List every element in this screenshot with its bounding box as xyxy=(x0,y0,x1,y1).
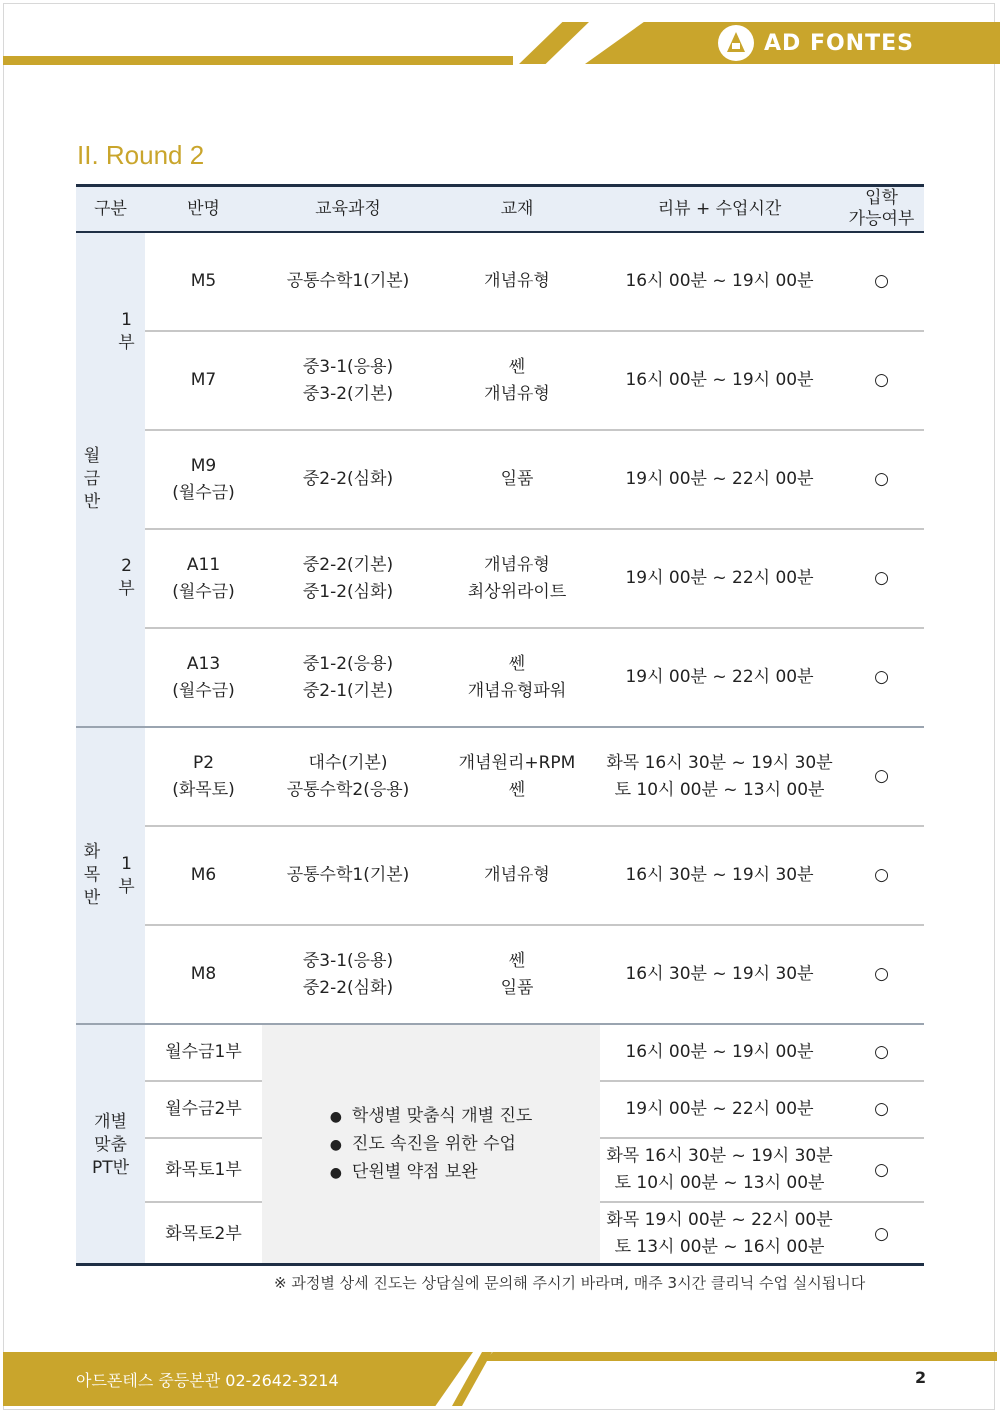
textbook: 쎈 일품 xyxy=(434,925,600,1024)
table-bottom-rule xyxy=(76,1263,924,1266)
pt-class-time: 화목 16시 30분 ~ 19시 30분 토 10시 00분 ~ 13시 00분 xyxy=(600,1138,839,1202)
table-row xyxy=(76,826,924,925)
course: 공통수학1(기본) xyxy=(262,232,434,331)
header-category: 구분 xyxy=(76,186,145,233)
pt-bullet: ● 학생별 맞춤식 개별 진도 xyxy=(330,1103,533,1131)
class-time: 19시 00분 ~ 22시 00분 xyxy=(600,628,839,727)
table-row xyxy=(76,430,924,529)
course: 중1-2(응용) 중2-1(기본) xyxy=(262,628,434,727)
course: 중2-2(기본) 중1-2(심화) xyxy=(262,529,434,628)
textbook: 개념유형 xyxy=(434,232,600,331)
footer-contact: 아드폰테스 중등본관 02-2642-3214 xyxy=(76,1371,339,1390)
part-2: 2 부 xyxy=(108,430,145,727)
header-admission-line2: 가능여부 xyxy=(848,209,915,229)
pt-description xyxy=(262,1024,600,1265)
class-name: A11 (월수금) xyxy=(145,529,262,628)
class-name: A13 (월수금) xyxy=(145,628,262,727)
textbook: 개념유형 xyxy=(434,826,600,925)
pt-admission-status: ○ xyxy=(839,1138,924,1202)
table-row xyxy=(76,529,924,628)
admission-status: ○ xyxy=(839,529,924,628)
header-admission-line1: 입학 xyxy=(865,188,898,208)
class-name: M6 xyxy=(145,826,262,925)
logo-icon xyxy=(718,25,754,61)
textbook: 일품 xyxy=(434,430,600,529)
pt-admission-status: ○ xyxy=(839,1081,924,1138)
pt-class-name: 월수금2부 xyxy=(145,1081,262,1138)
class-name: M5 xyxy=(145,232,262,331)
table-row xyxy=(76,628,924,727)
admission-status: ○ xyxy=(839,430,924,529)
group-pt: 개별 맞춤 PT반 xyxy=(76,1024,145,1265)
group-tth: 화 목 반 xyxy=(76,727,108,1024)
admission-status: ○ xyxy=(839,331,924,430)
pt-bullet: ● 진도 속진을 위한 수업 xyxy=(330,1131,533,1159)
class-time: 19시 00분 ~ 22시 00분 xyxy=(600,430,839,529)
course: 중3-1(응용) 중2-2(심화) xyxy=(262,925,434,1024)
header-class: 반명 xyxy=(145,186,262,233)
admission-status: ○ xyxy=(839,232,924,331)
pt-class-time: 16시 00분 ~ 19시 00분 xyxy=(600,1024,839,1081)
page-title: II. Round 2 xyxy=(77,140,205,170)
class-name: M8 xyxy=(145,925,262,1024)
part-1: 1 부 xyxy=(108,232,145,430)
table-header xyxy=(76,186,924,233)
pt-class-name: 월수금1부 xyxy=(145,1024,262,1081)
admission-status: ○ xyxy=(839,826,924,925)
textbook: 개념원리+RPM 쎈 xyxy=(434,727,600,826)
table-row xyxy=(76,232,924,331)
course: 중2-2(심화) xyxy=(262,430,434,529)
pt-bullet: ● 단원별 약점 보완 xyxy=(330,1159,533,1187)
class-time: 16시 00분 ~ 19시 00분 xyxy=(600,232,839,331)
table-row xyxy=(76,727,924,826)
header-textbook: 교재 xyxy=(434,186,600,233)
brand-logo xyxy=(718,24,914,62)
page-number: 2 xyxy=(915,1368,927,1387)
pt-class-name: 화목토1부 xyxy=(145,1138,262,1202)
pt-class-name: 화목토2부 xyxy=(165,1223,242,1244)
header-course: 교육과정 xyxy=(262,186,434,233)
table-row xyxy=(76,331,924,430)
class-name: P2 (화목토) xyxy=(145,727,262,826)
class-time: 화목 16시 30분 ~ 19시 30분 토 10시 00분 ~ 13시 00분 xyxy=(600,727,839,826)
header-stripe xyxy=(3,56,513,65)
brand-name: AD FONTES xyxy=(764,30,914,56)
class-time: 16시 30분 ~ 19시 30분 xyxy=(600,826,839,925)
admission-status: ○ xyxy=(839,628,924,727)
class-name: M7 xyxy=(145,331,262,430)
pt-class-time: 화목 19시 00분 ~ 22시 00분 토 13시 00분 ~ 16시 00분 xyxy=(606,1210,833,1257)
schedule-table xyxy=(76,184,924,1265)
course: 공통수학1(기본) xyxy=(262,826,434,925)
header-admission xyxy=(839,186,924,233)
table-row xyxy=(76,1024,924,1081)
part-1-tth: 1 부 xyxy=(108,727,145,1024)
class-time: 16시 00분 ~ 19시 00분 xyxy=(600,331,839,430)
pt-class-time: 19시 00분 ~ 22시 00분 xyxy=(600,1081,839,1138)
admission-status: ○ xyxy=(839,727,924,826)
footnote: ※ 과정별 상세 진도는 상담실에 문의해 주시기 바라며, 매주 3시간 클리닉 수업 실시됩니다 xyxy=(274,1274,866,1292)
header-time: 리뷰 + 수업시간 xyxy=(600,186,839,233)
textbook: 쎈 개념유형파워 xyxy=(434,628,600,727)
pt-admission-status: ○ xyxy=(874,1223,889,1244)
course: 중3-1(응용) 중3-2(기본) xyxy=(262,331,434,430)
pt-bullet-list xyxy=(330,1103,533,1187)
table-row xyxy=(76,925,924,1024)
class-time: 19시 00분 ~ 22시 00분 xyxy=(600,529,839,628)
group-mwf: 월 금 반 xyxy=(76,232,108,727)
footer-stripe xyxy=(485,1352,997,1361)
course: 대수(기본) 공통수학2(응용) xyxy=(262,727,434,826)
pt-admission-status: ○ xyxy=(839,1024,924,1081)
class-time: 16시 30분 ~ 19시 30분 xyxy=(600,925,839,1024)
textbook: 쎈 개념유형 xyxy=(434,331,600,430)
admission-status: ○ xyxy=(839,925,924,1024)
class-name: M9 (월수금) xyxy=(145,430,262,529)
textbook: 개념유형 최상위라이트 xyxy=(434,529,600,628)
